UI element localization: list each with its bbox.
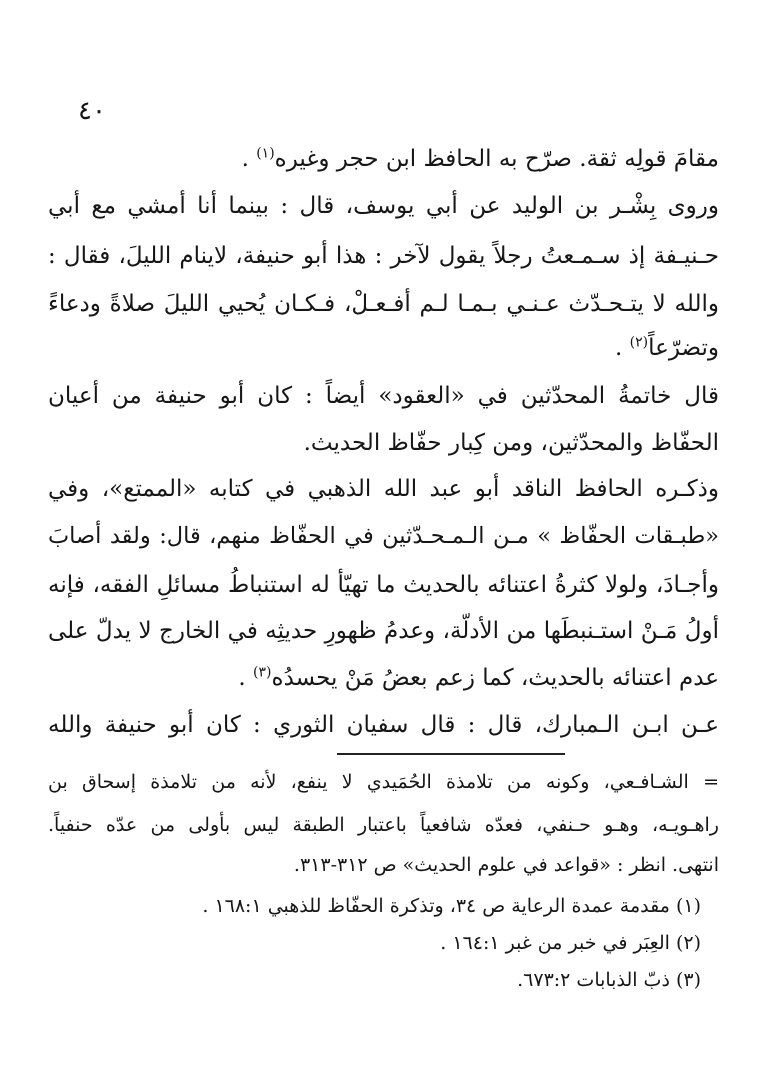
footnote-line-2: راهـويـه، وهـو حـنفي، فعدّه شافعياً باعتبار الطبقة ليس بأولى من عدّه حنفياً. — [48, 814, 719, 836]
body-line-3: حـنيـفة إذ سـمـعتُ رجلاً يقول لآخر : هذا أبو حنيفة، لاينام الليلَ، فقال : — [48, 243, 719, 269]
body-line-12: عدم اعتنائه بالحديث، كما زعم بعضُ مَنْ يحسدُه$^{(٣)}$ . — [238, 664, 719, 691]
footnote-3: (٣) ذبّ الذبابات ٦٧٣:٢. — [517, 969, 701, 991]
page-number: ٤٠ — [78, 96, 106, 126]
footnote-2: (٢) العِبَر في خبر من غبر ١٦٤:١ . — [440, 932, 701, 954]
body-line-13: عـن ابـن الـمبارك، قال : قال سفيان الثوري : كان أبو حنيفة والله — [48, 712, 719, 738]
body-line-4: والله لا يتـحـدّث عـنـي بـمـا لـم أفـعـلْ، فـكـان يُحيي الليلَ صلاةً ودعاءً — [48, 291, 719, 317]
body-line-6: قال خاتمةُ المحدّثين في «العقود» أيضاً : كان أبو حنيفة من أعيان — [48, 383, 719, 409]
body-line-7: الحفّاظ والمحدّثين، ومن كِبار حفّاظ الحديث. — [303, 430, 719, 456]
body-line-11: أولُ مَـنْ استـنبطَها من الأدلّة، وعدمُ ظهورِ حديثِه في الخارج لا يدلّ على — [48, 618, 719, 644]
footnote-line-3: انتهى. انظر : «قواعد في علوم الحديث» ص ٣١٢-٣١٣. — [293, 854, 719, 876]
body-line-9: «طبـقات الحفّاظ » مـن الـمـحـدّثين في الحفّاظ منهم، قال: ولقد أصابَ — [48, 523, 719, 549]
footnote-line-1: = الشـافـعي، وكونه من تلامذة الحُمَيدي لا ينفع، لأنه من تلامذة إسحاق بن — [48, 771, 719, 793]
footnote-divider — [337, 753, 565, 755]
footnote-1: (١) مقدمة عمدة الرعاية ص ٣٤، وتذكرة الحفّاظ للذهبي ١٦٨:١ . — [202, 895, 701, 917]
body-line-1: مقامَ قولِه ثقة. صرّح به الحافظ ابن حجر وغيره$^{(١)}$ . — [241, 145, 719, 172]
footnote-ref-1: (١) — [256, 145, 275, 162]
body-line-10: وأجـادَ، ولولا كثرةُ اعتنائه بالحديث ما تهيّأ له استنباطُ مسائلِ الفقه، فإنه — [48, 572, 719, 598]
body-line-5: وتضرّعاً$^{(٢)}$ . — [615, 334, 719, 361]
footnote-ref-3: (٣) — [253, 664, 272, 681]
body-line-8: وذكـره الحافظ الناقد أبو عبد الله الذهبي في كتابه «الممتع»، وفي — [48, 476, 719, 502]
body-line-2: وروى بِشْـر بن الوليد عن أبي يوسف، قال : بينما أنا أمشي مع أبي — [48, 193, 719, 219]
footnote-ref-2: (٢) — [629, 334, 649, 351]
